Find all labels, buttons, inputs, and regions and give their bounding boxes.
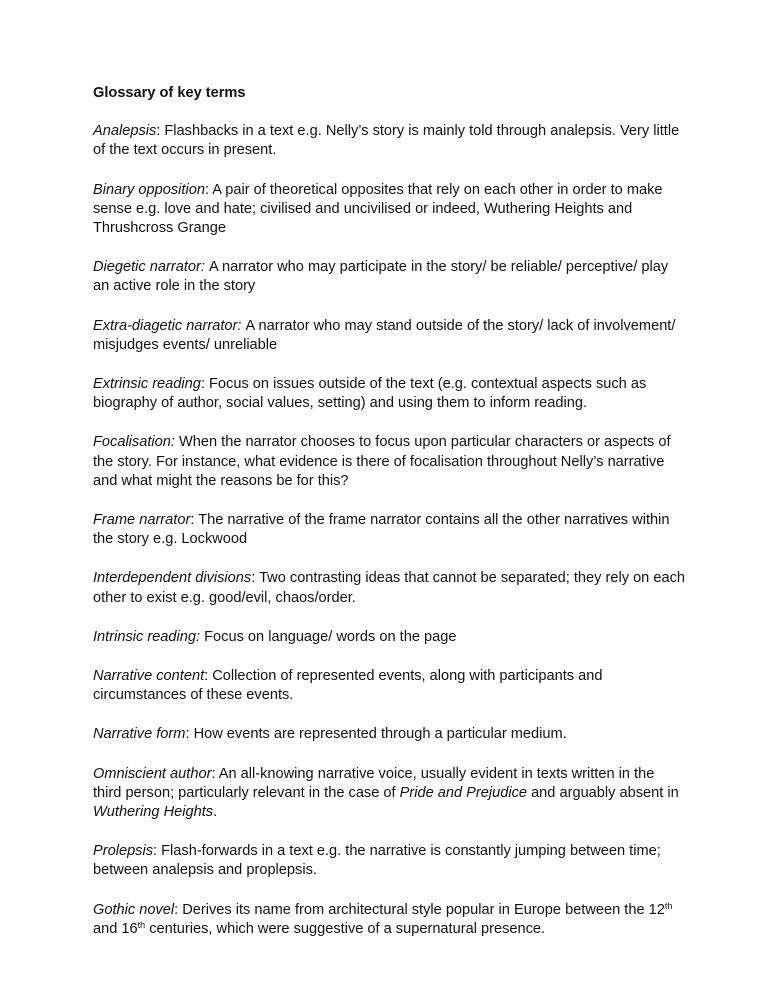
glossary-entry xyxy=(93,511,685,549)
glossary-entries xyxy=(93,122,685,744)
entry-definition: How events are represented through a particular medium. xyxy=(193,726,567,743)
glossary-entry-prolepsis xyxy=(93,842,685,880)
entry-colon: : xyxy=(153,843,162,860)
definition-text: An all-knowing narrative voice, usually evident in texts written in the third person; particularly relevant in the case of xyxy=(93,765,655,801)
entry-term: Focalisation xyxy=(93,434,171,451)
glossary-entry xyxy=(93,181,685,239)
entry-definition: Focus on issues outside of the text (e.g. contextual aspects such as biography of author, social values, setting) and using them to inform reading. xyxy=(93,376,647,412)
glossary-entry-omniscient-author xyxy=(93,765,685,823)
entry-definition: The narrative of the frame narrator contains all the other narratives within the story e.g. Lockwood xyxy=(93,512,670,548)
entry-colon: : xyxy=(196,628,205,645)
glossary-entry xyxy=(93,569,685,607)
definition-text: and 16 xyxy=(93,920,138,937)
glossary-entry xyxy=(93,433,685,491)
entry-colon: : xyxy=(190,512,199,529)
glossary-entry xyxy=(93,667,685,705)
glossary-entry-gothic-novel xyxy=(93,901,685,939)
entry-colon: : xyxy=(251,570,260,587)
entry-term: Interdependent divisions xyxy=(93,570,252,587)
definition-text: centuries, which were suggestive of a supernatural presence. xyxy=(145,920,546,937)
entry-colon: : xyxy=(174,901,183,918)
entry-term: Intrinsic reading xyxy=(93,628,197,645)
glossary-entry xyxy=(93,258,685,296)
entry-term: Diegetic narrator xyxy=(93,259,201,276)
entry-colon: : xyxy=(156,123,165,140)
definition-text: . xyxy=(213,804,218,821)
entry-term: Extra-diagetic narrator xyxy=(93,317,238,334)
entry-definition: Collection of represented events, along with participants and circumstances of these events. xyxy=(93,668,603,704)
entry-colon: : xyxy=(237,317,246,334)
glossary-title: Glossary of key terms xyxy=(93,85,246,101)
entry-term: Narrative content xyxy=(93,668,205,685)
entry-colon: : xyxy=(200,259,209,276)
entry-colon: : xyxy=(185,726,194,743)
entry-definition: Flashbacks in a text e.g. Nelly’s story is mainly told through analepsis. Very little of the text occurs in present. xyxy=(93,123,680,159)
entry-term: Prolepsis xyxy=(93,843,154,860)
entry-definition: Two contrasting ideas that cannot be separated; they rely on each other to exist e.g. good/evil, chaos/order. xyxy=(93,570,685,606)
book-title: Wuthering Heights xyxy=(93,804,214,821)
entry-term: Gothic novel xyxy=(93,901,175,918)
glossary-page xyxy=(93,84,685,959)
entry-term: Extrinsic reading xyxy=(93,376,201,393)
entry-term: Omniscient author xyxy=(93,765,212,782)
glossary-entry xyxy=(93,317,685,355)
entry-colon: : xyxy=(204,181,213,198)
entry-term: Binary opposition xyxy=(93,181,205,198)
entry-definition: A narrator who may stand outside of the story/ lack of involvement/ misjudges events/ unreliable xyxy=(93,317,676,353)
definition-text: and arguably absent in xyxy=(527,784,679,801)
entry-colon: : xyxy=(211,765,219,782)
entry-colon: : xyxy=(200,376,209,393)
entry-colon: : xyxy=(170,434,179,451)
book-title: Pride and Prejudice xyxy=(399,784,528,801)
ordinal-suffix: th xyxy=(137,919,146,930)
entry-definition: Focus on language/ words on the page xyxy=(204,628,457,645)
ordinal-suffix: th xyxy=(664,900,673,911)
entry-term: Narrative form xyxy=(93,726,186,743)
entry-term: Frame narrator xyxy=(93,512,191,529)
glossary-entry xyxy=(93,375,685,413)
entry-definition: A narrator who may participate in the story/ be reliable/ perceptive/ play an active role in the story xyxy=(93,259,669,295)
entry-colon: : xyxy=(204,668,213,685)
definition-text: Derives its name from architectural style popular in Europe between the 12 xyxy=(182,901,665,918)
entry-definition: Flash-forwards in a text e.g. the narrative is constantly jumping between time; between analepsis and proplepsis. xyxy=(93,843,661,879)
glossary-entry xyxy=(93,725,685,744)
glossary-entry xyxy=(93,122,685,160)
entry-term: Analepsis xyxy=(93,123,157,140)
entry-definition: When the narrator chooses to focus upon particular characters or aspects of the story. For instance, what evidence is there of focalisation throughout Nelly’s narrative and what might the reasons be for this? xyxy=(93,434,671,489)
glossary-entry xyxy=(93,628,685,647)
entry-definition: A pair of theoretical opposites that rely on each other in order to make sense e.g. love and hate; civilised and uncivilised or indeed, Wuthering Heights and Thrushcross Grange xyxy=(93,181,663,237)
